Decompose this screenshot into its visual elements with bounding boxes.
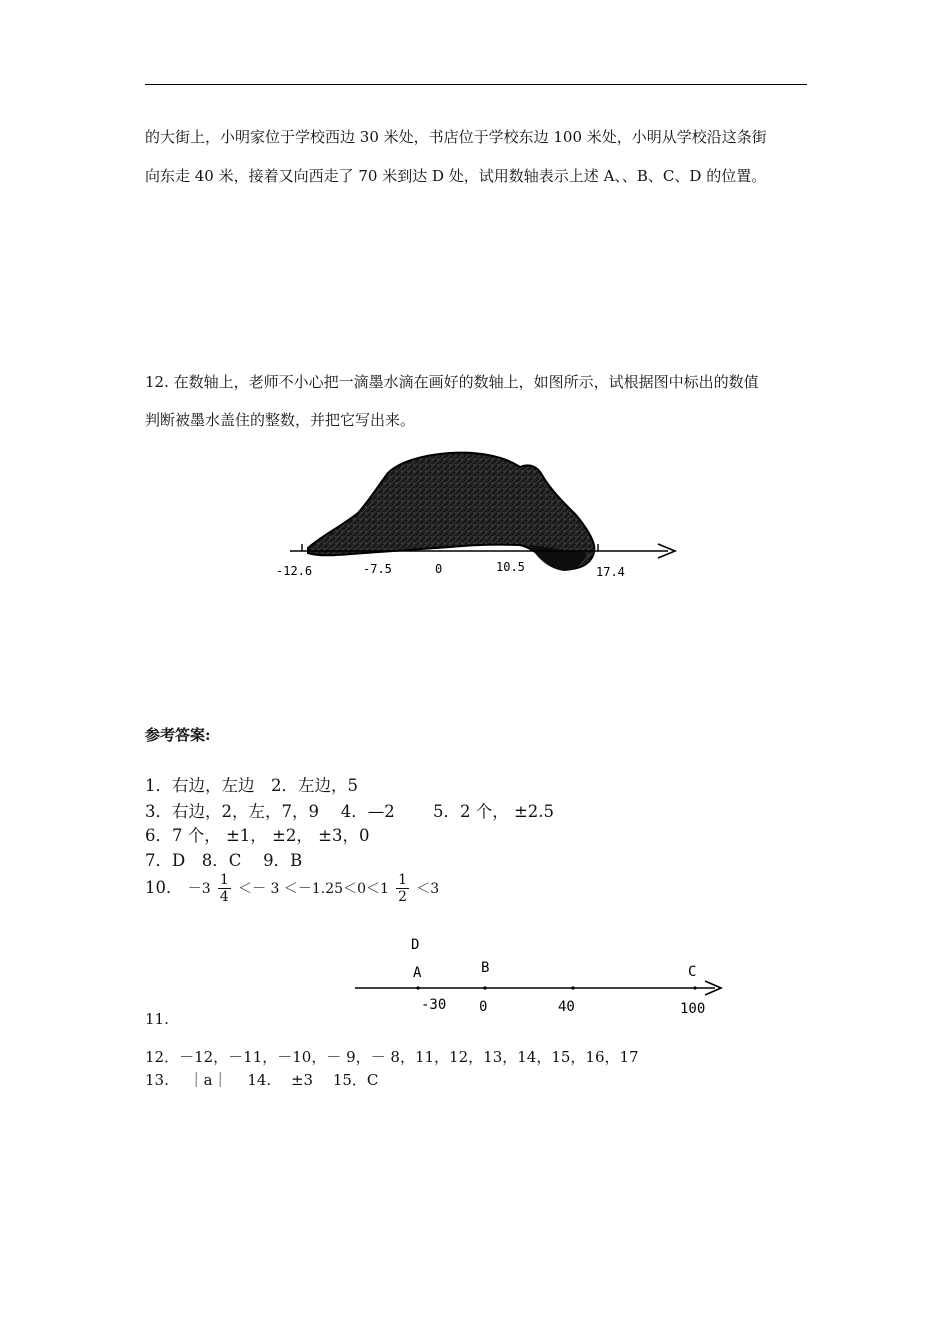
answer-10-term-2: ＜－ 3 ＜－1.25＜0＜1 xyxy=(238,881,389,897)
fraction-1-denominator: 4 xyxy=(219,889,229,905)
answer-3-5: 3．右边，2，左，7，9 4．—2 5．2 个， ±2.5 xyxy=(145,802,555,821)
point-label-B: B xyxy=(481,960,490,976)
answer-1-2: 1．右边，左边 2．左边，5 xyxy=(145,776,358,795)
point-label-D: D xyxy=(411,937,420,953)
answer-10-term-1: －3 xyxy=(187,881,211,897)
axis-label-neg7-5: -7.5 xyxy=(363,562,392,576)
q11-line-2: 向东走 40 米，接着又向西走了 70 米到达 D 处，试用数轴表示上述 A、、B、C、D 的位置。 xyxy=(145,167,767,185)
answer-7-9: 7．D 8．C 9．B xyxy=(145,851,303,870)
axis-label-17-4: 17.4 xyxy=(596,565,625,579)
answer-12: 12．－12，－11，－10，－ 9，－ 8，11，12，13，14，15，16，17 xyxy=(145,1048,639,1066)
tick-label-40: 40 xyxy=(558,999,575,1015)
answer-6: 6．7 个， ±1， ±2， ±3，0 xyxy=(145,826,370,845)
answer-11-number-line xyxy=(345,930,730,1025)
answer-11-prefix: 11. xyxy=(145,1010,169,1028)
tick-label-neg30: -30 xyxy=(421,997,447,1013)
fraction-one-half xyxy=(396,872,409,905)
ink-blot-number-line-figure xyxy=(276,445,690,590)
answer-10 xyxy=(145,872,439,905)
point-label-C: C xyxy=(688,964,697,980)
q11-line-1: 的大街上，小明家位于学校西边 30 米处，书店位于学校东边 100 米处，小明从学校沿这条街 xyxy=(145,128,767,146)
fraction-one-quarter xyxy=(218,872,231,905)
tick-label-100: 100 xyxy=(680,1001,706,1017)
axis-label-10-5: 10.5 xyxy=(496,560,525,574)
tick-label-0: 0 xyxy=(479,999,488,1015)
point-label-A: A xyxy=(413,965,422,981)
header-rule xyxy=(145,84,807,85)
q12-line-1: 12. 在数轴上，老师不小心把一滴墨水滴在画好的数轴上，如图所示，试根据图中标出的数值 xyxy=(145,373,759,391)
q12-line-2: 判断被墨水盖住的整数，并把它写出来。 xyxy=(145,411,416,429)
axis-label-neg12-6: -12.6 xyxy=(276,564,313,578)
answers-heading: 参考答案: xyxy=(145,726,211,744)
answer-13-15: 13. ｜a｜ 14. ±3 15．C xyxy=(145,1071,379,1089)
axis-label-0: 0 xyxy=(435,562,443,576)
answer-10-term-3: ＜3 xyxy=(416,881,440,897)
fraction-1-numerator: 1 xyxy=(219,872,229,888)
answer-10-prefix: 10． xyxy=(145,878,183,897)
fraction-2-denominator: 2 xyxy=(398,889,408,905)
fraction-2-numerator: 1 xyxy=(398,872,408,888)
